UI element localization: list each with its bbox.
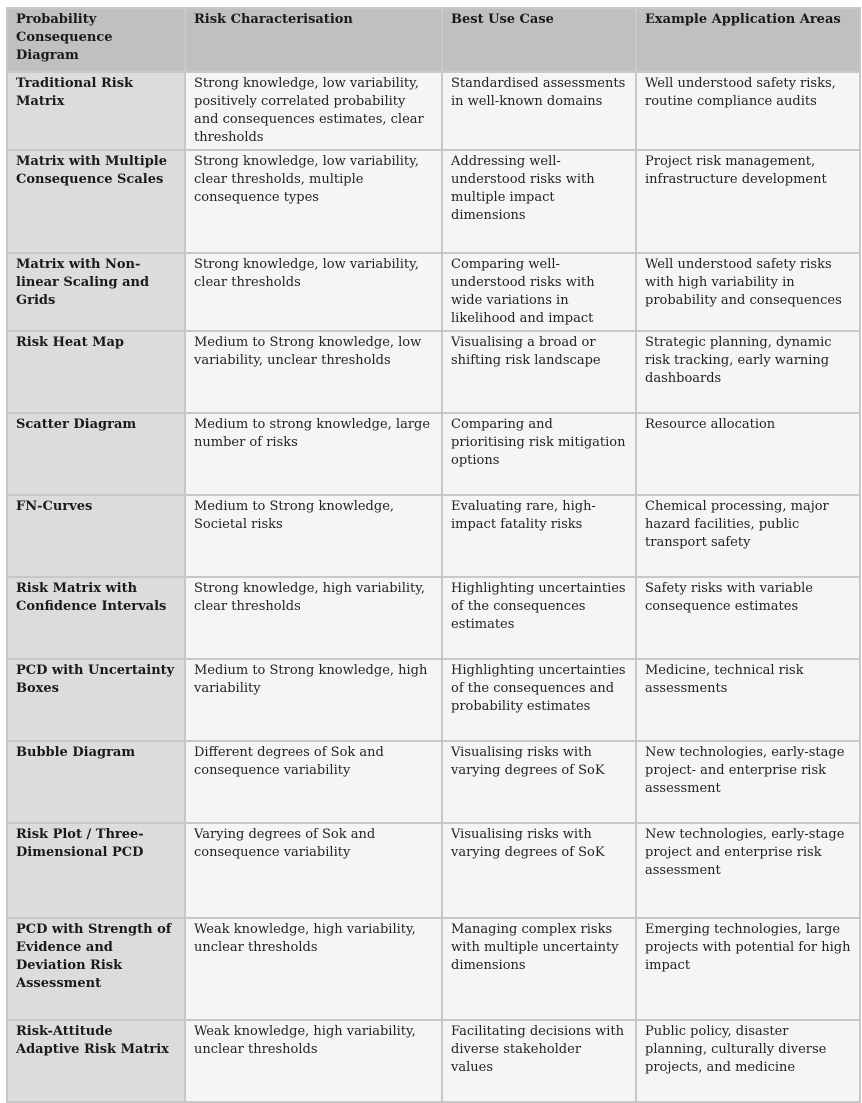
- row-diagram-name: Matrix with Non-linear Scaling and Grids: [7, 253, 185, 331]
- row-application-areas: Chemical processing, major hazard facilities, public transport safety: [636, 495, 860, 577]
- row-application-areas: New technologies, early-stage project- and enterprise risk assessment: [636, 741, 860, 823]
- row-best-use-case: Visualising risks with varying degrees of SoK: [442, 741, 636, 823]
- row-application-areas: Well understood safety risks, routine compliance audits: [636, 72, 860, 150]
- row-risk-characterisation: Different degrees of Sok and consequence variability: [185, 741, 442, 823]
- header-best-use-case: Best Use Case: [442, 8, 636, 72]
- row-diagram-name: Scatter Diagram: [7, 413, 185, 495]
- row-application-areas: Strategic planning, dynamic risk tracking, early warning dashboards: [636, 331, 860, 413]
- row-best-use-case: Highlighting uncertainties of the consequences estimates: [442, 577, 636, 659]
- row-application-areas: Resource allocation: [636, 413, 860, 495]
- header-application-areas: Example Application Areas: [636, 8, 860, 72]
- row-best-use-case: Managing complex risks with multiple uncertainty dimensions: [442, 918, 636, 1020]
- table-row: [7, 741, 860, 823]
- table-row: [7, 72, 860, 150]
- row-application-areas: Medicine, technical risk assessments: [636, 659, 860, 741]
- row-application-areas: Safety risks with variable consequence estimates: [636, 577, 860, 659]
- table-header: [7, 8, 860, 72]
- row-diagram-name: Bubble Diagram: [7, 741, 185, 823]
- row-best-use-case: Visualising risks with varying degrees of SoK: [442, 823, 636, 918]
- row-best-use-case: Comparing and prioritising risk mitigation options: [442, 413, 636, 495]
- table-row: [7, 253, 860, 331]
- row-application-areas: Public policy, disaster planning, culturally diverse projects, and medicine: [636, 1020, 860, 1102]
- row-diagram-name: Risk Heat Map: [7, 331, 185, 413]
- row-best-use-case: Comparing well-understood risks with wide variations in likelihood and impact: [442, 253, 636, 331]
- row-risk-characterisation: Strong knowledge, high variability, clear thresholds: [185, 577, 442, 659]
- row-diagram-name: Matrix with Multiple Consequence Scales: [7, 150, 185, 253]
- row-best-use-case: Evaluating rare, high-impact fatality risks: [442, 495, 636, 577]
- table-row: [7, 918, 860, 1020]
- row-application-areas: Well understood safety risks with high variability in probability and consequences: [636, 253, 860, 331]
- row-diagram-name: PCD with Uncertainty Boxes: [7, 659, 185, 741]
- row-diagram-name: Traditional Risk Matrix: [7, 72, 185, 150]
- row-best-use-case: Visualising a broad or shifting risk landscape: [442, 331, 636, 413]
- row-diagram-name: PCD with Strength of Evidence and Deviation Risk Assessment: [7, 918, 185, 1020]
- table-body: [7, 72, 860, 1102]
- row-risk-characterisation: Weak knowledge, high variability, unclear thresholds: [185, 918, 442, 1020]
- row-risk-characterisation: Medium to Strong knowledge, low variability, unclear thresholds: [185, 331, 442, 413]
- table-row: [7, 659, 860, 741]
- row-diagram-name: Risk Matrix with Confidence Intervals: [7, 577, 185, 659]
- row-application-areas: Project risk management, infrastructure development: [636, 150, 860, 253]
- row-risk-characterisation: Strong knowledge, low variability, clear thresholds: [185, 253, 442, 331]
- row-best-use-case: Facilitating decisions with diverse stakeholder values: [442, 1020, 636, 1102]
- table-row: [7, 413, 860, 495]
- header-row: [7, 8, 860, 72]
- row-diagram-name: Risk Plot / Three-Dimensional PCD: [7, 823, 185, 918]
- row-risk-characterisation: Strong knowledge, low variability, clear thresholds, multiple consequence types: [185, 150, 442, 253]
- row-risk-characterisation: Varying degrees of Sok and consequence variability: [185, 823, 442, 918]
- row-application-areas: Emerging technologies, large projects with potential for high impact: [636, 918, 860, 1020]
- row-application-areas: New technologies, early-stage project and enterprise risk assessment: [636, 823, 860, 918]
- row-best-use-case: Addressing well-understood risks with multiple impact dimensions: [442, 150, 636, 253]
- row-risk-characterisation: Medium to strong knowledge, large number of risks: [185, 413, 442, 495]
- header-diagram: Probability Consequence Diagram: [7, 8, 185, 72]
- row-risk-characterisation: Weak knowledge, high variability, unclear thresholds: [185, 1020, 442, 1102]
- table-row: [7, 1020, 860, 1102]
- header-risk-characterisation: Risk Characterisation: [185, 8, 442, 72]
- table-row: [7, 331, 860, 413]
- row-risk-characterisation: Strong knowledge, low variability, positively correlated probability and consequences estimates, clear thresholds: [185, 72, 442, 150]
- row-risk-characterisation: Medium to Strong knowledge, Societal risks: [185, 495, 442, 577]
- pcd-comparison-table: [6, 7, 861, 1103]
- row-diagram-name: FN-Curves: [7, 495, 185, 577]
- table-row: [7, 823, 860, 918]
- row-diagram-name: Risk-Attitude Adaptive Risk Matrix: [7, 1020, 185, 1102]
- table-row: [7, 150, 860, 253]
- row-best-use-case: Standardised assessments in well-known domains: [442, 72, 636, 150]
- row-best-use-case: Highlighting uncertainties of the consequences and probability estimates: [442, 659, 636, 741]
- table-row: [7, 577, 860, 659]
- table-row: [7, 495, 860, 577]
- row-risk-characterisation: Medium to Strong knowledge, high variability: [185, 659, 442, 741]
